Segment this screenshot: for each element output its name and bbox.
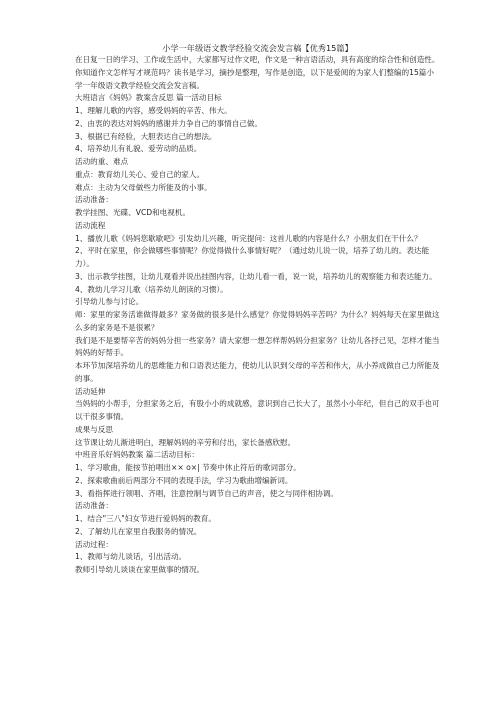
paragraph: 活动流程	[75, 220, 106, 230]
paragraph: 这节课让幼儿渐进明白，理解妈妈的辛劳和付出，家长备感欣慰。	[75, 437, 296, 447]
paragraph: 1、教师与幼儿谈话，引出活动。	[75, 552, 187, 562]
paragraph: 4、培养幼儿有礼貌、爱劳动的品质。	[75, 144, 202, 154]
paragraph: 1、结合"三八"妇女节进行爱妈妈的教育。	[75, 514, 216, 523]
paragraph: 大班语言《妈妈》教案含反思 篇一活动目标	[75, 93, 222, 103]
paragraph: 1、播放儿歌《妈妈您歇歇吧》引发幼儿兴趣，听完提问：这首儿歌的内容是什么？小朋友们在干什么？	[75, 233, 422, 243]
paragraph: 3、根据已有经验，大胆表达自己的想法。	[75, 131, 217, 141]
paragraph: 1、理解儿歌的内容，感受妈妈的辛苦、伟大。	[75, 106, 232, 115]
paragraph: 2、了解幼儿在家里自我服务的情况。	[75, 526, 202, 536]
paragraph: 2、平时在家里，你会做哪些事情呢？你觉得做什么事情好呢？（通过幼儿说一说，培养了幼儿的。表达能力）。	[75, 246, 430, 268]
paragraph: 在日复一日的学习、工作或生活中，大家都写过作文吧，作文是一种言语活动，具有高度的综合性和创造性。你知道作文怎样写才规范吗？读书是学习，摘抄是整理，写作是创造，以下是爱阅的为家人们整编的15篇小学一年级语文教学经验交流会发言稿。	[75, 55, 440, 90]
paragraph: 活动的重、难点	[75, 157, 129, 166]
paragraph: 活动过程：	[75, 539, 113, 549]
paragraph: 1、学习歌曲，能按节拍唱出×× o×| 节奏中休止符后的歌词部分。	[75, 463, 301, 472]
paragraph: 师：家里的家务活谁做得最多？家务做的很多是什么感觉？你觉得妈妈辛苦吗？为什么？妈妈每天在家里做这么多的家务是不是很累？	[75, 310, 440, 332]
paragraph: 当妈妈的小帮手，分担家务之后，有股小小的成就感，意识到自己长大了，虽然小小年纪，但自己的双手也可以干很多事情。	[75, 399, 440, 421]
paragraph: 3、出示教学挂图，让幼儿观看并说出挂图内容，让幼儿看一看，说一说，培养幼儿的观察能力和表达能力。	[75, 271, 437, 281]
paragraph: 3、看指挥进行领唱、齐唱，注意控制与调节自己的声音，使之与同伴相协调。	[75, 488, 339, 498]
paragraph: 4、教幼儿学习儿歌（培养幼儿朗读的习惯）。	[75, 284, 228, 294]
paragraph: 引导幼儿参与讨论。	[75, 297, 144, 307]
paragraph: 活动准备：	[75, 195, 113, 205]
document-body	[75, 54, 440, 577]
paragraph: 重点：教育幼儿关心、爱自己的家人。	[75, 169, 205, 179]
paragraph: 本环节加深培养幼儿的思维能力和口语表达能力，使幼儿认识到父母的辛苦和伟大，从小养成做自己力所能及的事。	[75, 361, 440, 383]
paragraph: 难点：主动为父母做些力所能及的小事。	[75, 182, 212, 192]
paragraph: 教师引导幼儿谈谈在家里做事的情况。	[75, 565, 205, 574]
paragraph: 2、探索歌曲前后两部分不同的表现手法，学习为歌曲增编新词。	[75, 475, 293, 485]
paragraph: 成果与反思	[75, 424, 113, 434]
paragraph: 活动延伸	[75, 386, 106, 396]
paragraph: 2、由衷的表达对妈妈的感谢并力争自己的事情自己做。	[75, 118, 263, 128]
paragraph: 教学挂图、光碟、VCD和电视机。	[75, 208, 191, 217]
paragraph: 活动准备：	[75, 501, 113, 511]
document-title: 小学一年级语文教学经验交流会发言稿【优秀15篇】	[162, 43, 353, 53]
paragraph: 我们是不是要帮辛苦的妈妈分担一些家务？请大家想一想怎样帮妈妈分担家务？让幼儿各抒己见，怎样才能当妈妈的好帮手。	[75, 335, 440, 358]
paragraph: 中班音乐好妈妈教案 篇二活动目标：	[75, 450, 199, 460]
